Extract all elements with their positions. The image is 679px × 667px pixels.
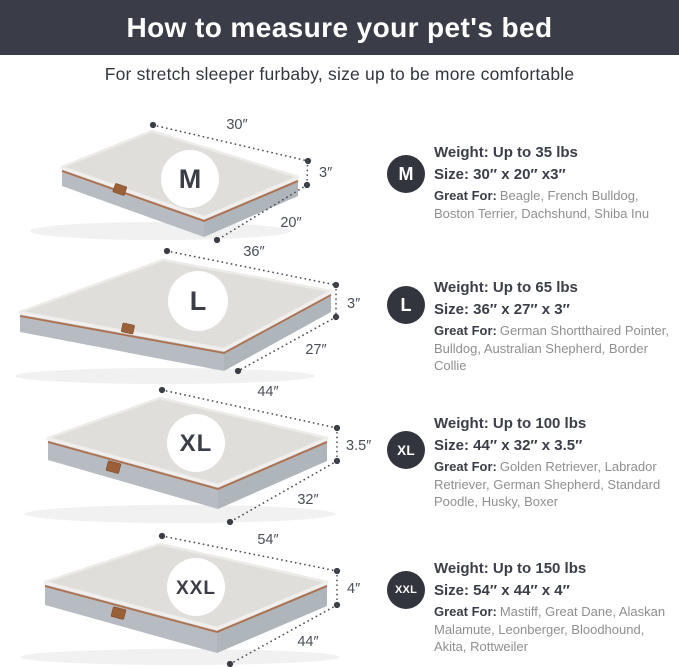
great-for-label: Great For: [434,604,497,619]
size-circle-label: XXL [176,578,216,599]
dim-label-width: 20″ [280,215,302,231]
size-badge: XXL [387,571,425,609]
bed-illustration-xl [0,381,380,538]
size-line: Size: 54″ x 44″ x 4″ [434,581,570,599]
great-for-line [434,603,673,656]
great-for-breeds: Golden Retriever, Labrador Retriever, German Shepherd, Standard Poodle, Husky, Boxer [434,459,661,509]
size-line: Size: 30″ x 20″ x3″ [434,165,566,183]
dim-label-width: 27″ [305,342,327,358]
dim-label-length: 44″ [257,384,279,400]
size-info-l [387,277,673,375]
size-line: Size: 36″ x 27″ x 3″ [434,300,570,318]
size-info-m [387,142,673,222]
bed-shadow [30,222,290,240]
great-for-line [434,322,673,375]
size-badge: M [387,155,425,193]
great-for-line [434,458,673,511]
dim-label-height: 3″ [319,165,333,181]
subtitle: For stretch sleeper furbaby, size up to be more comfortable [104,64,575,84]
page-title: How to measure your pet's bed [126,11,553,43]
bed-illustration-xxl [0,532,380,667]
weight-line: Weight: Up to 35 lbs [434,144,578,161]
bed-shadow [20,649,340,665]
weight-line: Weight: Up to 150 lbs [434,560,587,577]
size-line: Size: 44″ x 32″ x 3.5″ [434,436,583,454]
size-circle-label: M [178,164,202,194]
great-for-breeds: Beagle, French Bulldog, Boston Terrier, Dachshund, Shiba Inu [434,188,650,221]
dim-label-width: 44″ [297,634,319,650]
size-circle-label: XL [179,430,213,457]
dim-label-height: 4″ [347,581,361,597]
great-for-label: Great For: [434,323,497,338]
great-for-line [434,187,673,222]
bed-illustration-m [0,105,380,250]
header-bar [0,0,679,55]
dim-label-width: 32″ [297,492,319,508]
dim-label-height: 3″ [347,296,361,312]
great-for-breeds: German Shortthaired Pointer, Bulldog, Australian Shepherd, Border Collie [434,323,669,373]
weight-line: Weight: Up to 100 lbs [434,415,587,432]
size-info-xl [387,413,673,511]
size-circle-label: L [189,286,207,316]
great-for-label: Great For: [434,459,497,474]
dim-line-height [307,161,308,185]
size-badge: XL [387,431,425,469]
dim-label-length: 36″ [243,244,265,260]
bed-illustration-l [0,240,380,385]
great-for-breeds: Mastiff, Great Dane, Alaskan Malamute, Leonberger, Bloodhound, Akita, Rottweiler [434,604,666,654]
size-info-xxl [387,558,673,656]
weight-line: Weight: Up to 65 lbs [434,279,578,296]
bed-shadow [25,505,335,523]
dim-label-length: 30″ [226,117,248,133]
dim-label-length: 54″ [257,532,279,548]
great-for-label: Great For: [434,188,497,203]
size-badge: L [387,286,425,324]
dim-label-height: 3.5″ [346,438,372,454]
